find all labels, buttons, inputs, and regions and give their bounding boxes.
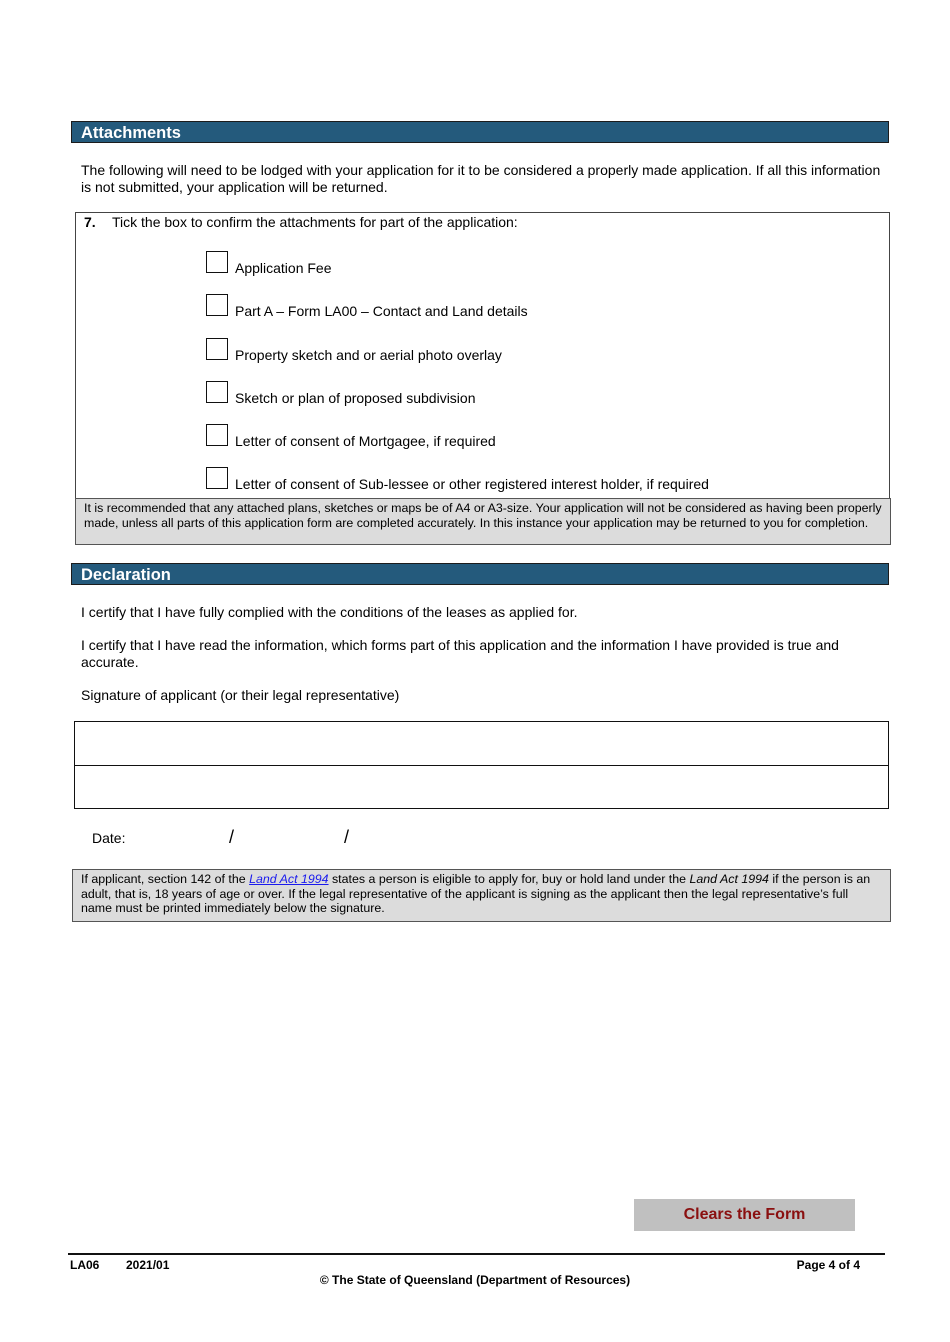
attachment-label: Property sketch and or aerial photo overlay <box>235 347 502 363</box>
form-code: LA06 <box>70 1258 100 1272</box>
application-fee-checkbox[interactable] <box>206 251 228 273</box>
attachment-item <box>206 467 709 493</box>
attachment-label: Part A – Form LA00 – Contact and Land details <box>235 303 528 319</box>
attachments-header: Attachments <box>71 121 889 143</box>
question-text: Tick the box to confirm the attachments for part of the application: <box>112 214 518 230</box>
attachment-label: Letter of consent of Sub-lessee or other registered interest holder, if required <box>235 476 709 492</box>
date-day-field[interactable] <box>128 826 226 848</box>
date-separator: / <box>344 827 350 847</box>
question-number: 7. <box>84 214 96 230</box>
attachment-item <box>206 251 332 277</box>
land-act-link[interactable]: Land Act 1994 <box>249 872 329 886</box>
attachment-label: Letter of consent of Mortgagee, if required <box>235 433 496 449</box>
attachment-item <box>206 294 528 320</box>
note-text: states a person is eligible to apply for, buy or hold land under the <box>328 872 690 886</box>
note-text: If applicant, section 142 of the <box>81 872 250 886</box>
certify-information: I certify that I have read the information, which forms part of this application and the information I have provided is true and accurate. <box>81 637 839 670</box>
attachment-item <box>206 338 502 364</box>
subdivision-plan-checkbox[interactable] <box>206 381 228 403</box>
signature-label: Signature of applicant (or their legal representative) <box>81 687 400 703</box>
attachments-intro: The following will need to be lodged with your application for it to be considered a properly made application. If all this information is not submitted, your application will be returned. <box>81 162 881 195</box>
attachment-item <box>206 381 475 407</box>
declaration-note <box>72 869 891 922</box>
note-act-title: Land Act 1994 <box>689 872 769 886</box>
property-sketch-checkbox[interactable] <box>206 338 228 360</box>
note-text: if the person is an adult, that is, 18 years of age or over. If the legal representative of the applicant is signing as the applicant then the legal representative’s full name must be printed immediately below the signature. <box>81 872 871 916</box>
attachment-item <box>206 424 496 450</box>
attachment-label: Sketch or plan of proposed subdivision <box>235 390 476 406</box>
sublessee-consent-checkbox[interactable] <box>206 467 228 489</box>
attachment-label: Application Fee <box>235 260 332 276</box>
certify-conditions: I certify that I have fully complied with the conditions of the leases as applied for. <box>81 604 578 620</box>
page-number: Page 4 of 4 <box>796 1258 860 1272</box>
attachments-note: It is recommended that any attached plans, sketches or maps be of A4 or A3-size. Your application will not be considered as having been properly made, unless all parts of this application form are completed accurately. In this instance your application may be returned to you for completion. <box>75 498 891 545</box>
date-label: Date: <box>92 830 126 846</box>
date-year-field[interactable] <box>356 826 466 848</box>
printed-name-field[interactable] <box>74 765 889 809</box>
mortgagee-consent-checkbox[interactable] <box>206 424 228 446</box>
signature-field[interactable] <box>74 721 889 766</box>
declaration-header: Declaration <box>71 563 889 585</box>
clear-form-button[interactable]: Clears the Form <box>634 1199 855 1231</box>
footer-divider <box>68 1253 885 1255</box>
date-month-field[interactable] <box>240 826 340 848</box>
form-version: 2021/01 <box>126 1258 170 1272</box>
copyright: © The State of Queensland (Department of Resources) <box>319 1273 631 1287</box>
part-a-checkbox[interactable] <box>206 294 228 316</box>
date-separator: / <box>229 827 235 847</box>
